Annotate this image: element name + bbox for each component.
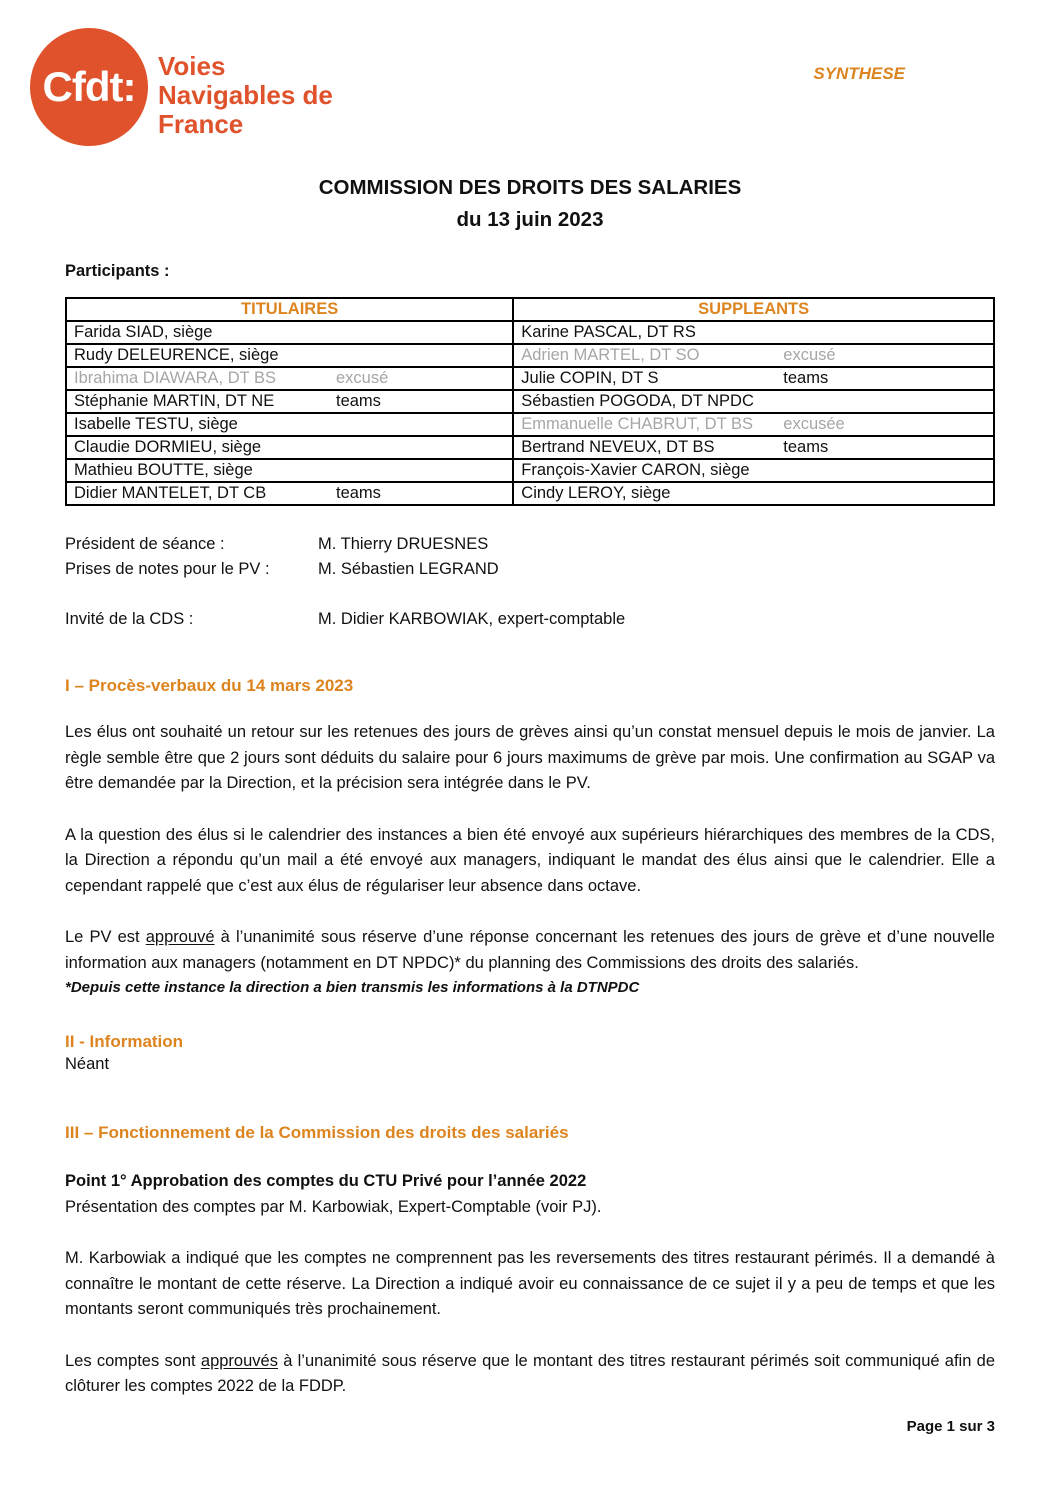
point1-title: Point 1° Approbation des comptes du CTU Privé pour l’année 2022 bbox=[65, 1172, 587, 1190]
underlined-word: approuvés bbox=[200, 1351, 278, 1370]
participant-status: excusé bbox=[336, 369, 389, 387]
participant-name: Adrien MARTEL, DT SO bbox=[521, 346, 700, 364]
section3-paragraph1: M. Karbowiak a indiqué que les comptes ne comprennent pas les reversements des titres restaurant périmés. Il a demandé à connaître le montant de cette réserve. La Direction a indiqué avoir eu connaissance de ce sujet il y a peu de temps et que les montants seront communiqués très prochainement. bbox=[65, 1249, 995, 1318]
participant-status: teams bbox=[783, 369, 829, 387]
participant-status: excusé bbox=[783, 346, 836, 364]
president-value: M. Thierry DRUESNES bbox=[318, 535, 489, 553]
table-row bbox=[66, 482, 994, 505]
table-row bbox=[66, 413, 994, 436]
participant-name: Isabelle TESTU, siège bbox=[74, 415, 238, 433]
participant-name: Ibrahima DIAWARA, DT BS bbox=[74, 369, 277, 387]
participant-name: Stéphanie MARTIN, DT NE bbox=[74, 392, 275, 410]
participants-label: Participants : bbox=[65, 262, 170, 280]
notes-label: Prises de notes pour le PV : bbox=[65, 560, 270, 578]
cfdt-logo-circle bbox=[30, 28, 148, 146]
participant-status: teams bbox=[783, 438, 829, 456]
participant-status: teams bbox=[336, 392, 381, 410]
section2-body: Néant bbox=[65, 1055, 110, 1073]
column-header-titulaires: TITULAIRES bbox=[66, 298, 513, 321]
officials-block bbox=[65, 532, 995, 632]
participant-name: Farida SIAD, siège bbox=[74, 323, 213, 341]
column-header-suppleants: SUPPLEANTS bbox=[513, 298, 994, 321]
participant-status: teams bbox=[336, 484, 381, 502]
cfdt-logo-text: Cfdt: bbox=[42, 63, 136, 110]
table-row bbox=[66, 321, 994, 344]
invite-row bbox=[65, 607, 995, 632]
notes-value: M. Sébastien LEGRAND bbox=[318, 560, 499, 578]
president-row bbox=[65, 532, 995, 557]
paragraph-text: Les comptes sont bbox=[65, 1351, 201, 1370]
document-title-line2: du 13 juin 2023 bbox=[456, 208, 604, 231]
org-name: Voies Navigables de France bbox=[158, 51, 333, 140]
table-row bbox=[66, 459, 994, 482]
section1-paragraph2: A la question des élus si le calendrier des instances a bien été envoyé aux supérieurs hiérarchiques des membres de la CDS, la Direction a répondu qu’un mail a été envoyé aux managers, indiquant le mandat des élus ainsi que le calendrier. Elle a cependant rappelé que c’est aux élus de régulariser leur absence dans octave. bbox=[65, 825, 995, 895]
paragraph-text: à l’unanimité sous réserve que le montant des titres restaurant périmés soit communiqué afin de clôturer les comptes 2022 de la FDDP. bbox=[65, 1351, 995, 1395]
participant-name: Didier MANTELET, DT CB bbox=[74, 484, 267, 502]
page-number: Page 1 sur 3 bbox=[906, 1418, 995, 1435]
document-body bbox=[0, 172, 1058, 1400]
table-row bbox=[66, 344, 994, 367]
document-title bbox=[65, 172, 995, 236]
table-row bbox=[66, 390, 994, 413]
cfdt-logo bbox=[30, 28, 333, 146]
participant-name: Sébastien POGODA, DT NPDC bbox=[521, 392, 754, 410]
synthese-tag: SYNTHESE bbox=[813, 64, 905, 83]
participant-name: Emmanuelle CHABRUT, DT BS bbox=[521, 415, 753, 433]
participant-name: Julie COPIN, DT S bbox=[521, 369, 659, 387]
table-row bbox=[66, 436, 994, 459]
section3-paragraph2 bbox=[65, 1349, 995, 1400]
spacer bbox=[65, 582, 995, 607]
participant-name: Mathieu BOUTTE, siège bbox=[74, 461, 253, 479]
section1-heading: I – Procès-verbaux du 14 mars 2023 bbox=[65, 676, 354, 695]
table-row bbox=[66, 367, 994, 390]
participant-name: Rudy DELEURENCE, siège bbox=[74, 346, 279, 364]
paragraph-text: à l’unanimité sous réserve d’une réponse concernant les retenues des jours de grève et d’une nouvelle information aux managers (notamment en DT NPDC)* du planning des Commissions des droits des salariés. bbox=[65, 928, 995, 972]
invite-label: Invité de la CDS : bbox=[65, 610, 194, 628]
table-header-row bbox=[66, 298, 994, 321]
participant-name: Bertrand NEVEUX, DT BS bbox=[521, 438, 715, 456]
section1-paragraph1: Les élus ont souhaité un retour sur les retenues des jours de grèves ainsi qu’un constat mensuel depuis le mois de janvier. La règle semble être que 2 jours sont déduits du salaire pour 6 jours maximums de grève par mois. Une confirmation au SGAP va être demandée par la Direction, et la précision sera intégrée dans le PV. bbox=[65, 723, 995, 792]
president-label: Président de séance : bbox=[65, 535, 225, 553]
section2-heading: II - Information bbox=[65, 1032, 184, 1051]
section1-paragraph3 bbox=[65, 925, 995, 976]
participants-table bbox=[65, 297, 995, 506]
document-title-line1: COMMISSION DES DROITS DES SALARIES bbox=[318, 176, 742, 199]
point1-subtitle: Présentation des comptes par M. Karbowiak, Expert-Comptable (voir PJ). bbox=[65, 1197, 602, 1216]
notes-row bbox=[65, 557, 995, 582]
participant-name: Cindy LEROY, siège bbox=[521, 484, 671, 502]
participant-name: Claudie DORMIEU, siège bbox=[74, 438, 262, 456]
participant-name: Karine PASCAL, DT RS bbox=[521, 323, 696, 341]
underlined-word: approuvé bbox=[145, 928, 215, 946]
section1-footnote: *Depuis cette instance la direction a bien transmis les informations à la DTNPDC bbox=[65, 979, 640, 996]
section3-heading: III – Fonctionnement de la Commission des droits des salariés bbox=[65, 1123, 569, 1142]
document-header bbox=[0, 0, 1058, 160]
paragraph-text: Le PV est bbox=[65, 928, 146, 946]
participant-name: François-Xavier CARON, siège bbox=[521, 461, 750, 479]
invite-value: M. Didier KARBOWIAK, expert-comptable bbox=[318, 610, 626, 628]
participant-status: excusée bbox=[783, 415, 845, 433]
